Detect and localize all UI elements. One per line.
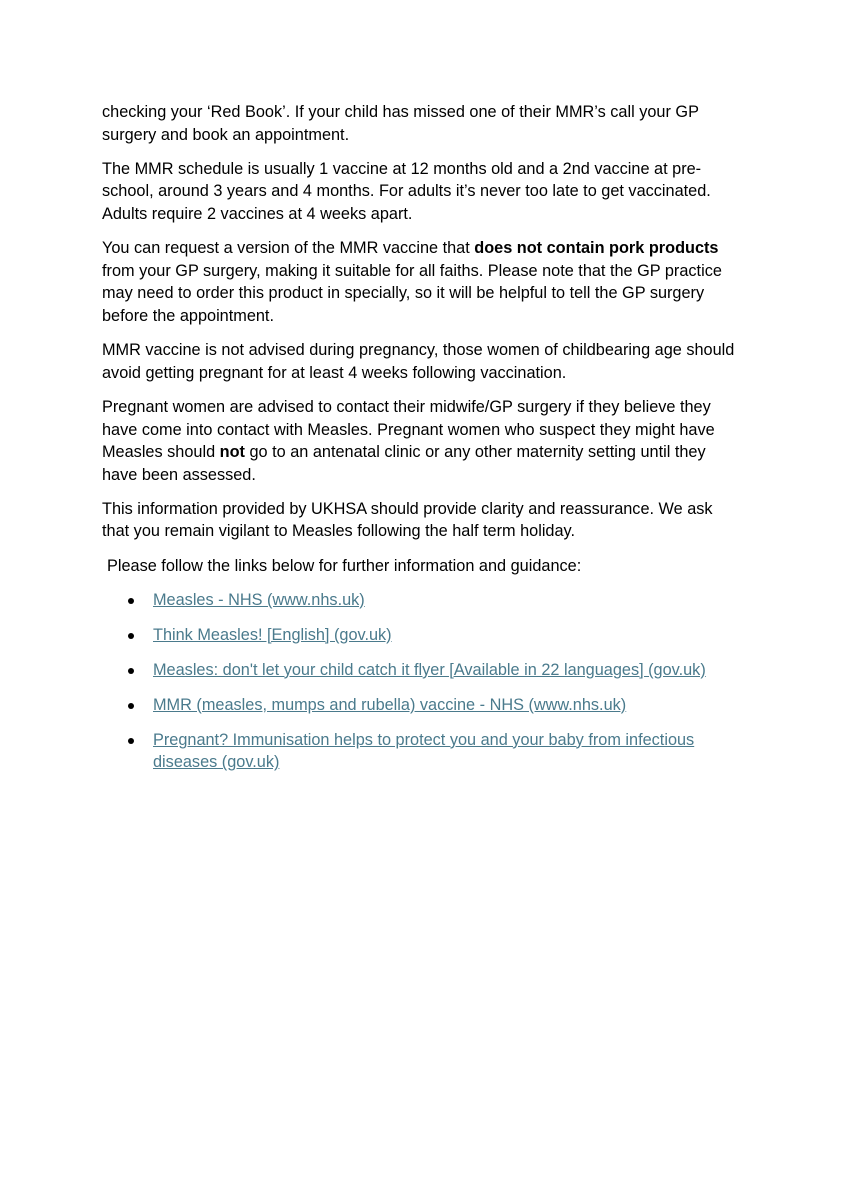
paragraph-links-intro: Please follow the links below for further information and guidance:	[107, 556, 582, 575]
paragraph-mmr-schedule: The MMR schedule is usually 1 vaccine at 12 months old and a 2nd vaccine at pre-school, around 3 years and 4 months. For adults it’s never too late to get vaccinated. Adults require 2 vaccines at 4 weeks apart.	[102, 159, 711, 223]
link-measles-nhs[interactable]: Measles - NHS (www.nhs.uk)	[153, 590, 365, 609]
paragraph-pregnant-contact	[102, 396, 744, 486]
bullet-icon	[128, 598, 134, 604]
paragraph-pork-free-vaccine	[102, 237, 744, 327]
list-item	[102, 624, 744, 647]
links-list	[102, 589, 744, 774]
bullet-icon	[128, 703, 134, 709]
link-measles-flyer[interactable]: Measles: don't let your child catch it flyer [Available in 22 languages] (gov.uk)	[153, 660, 706, 679]
paragraph-text: You can request a version of the MMR vaccine that	[102, 239, 475, 258]
bold-text: does not contain pork products	[474, 239, 719, 258]
paragraph-pregnancy-advice: MMR vaccine is not advised during pregnancy, those women of childbearing age should avoid getting pregnant for at least 4 weeks following vaccination.	[102, 341, 735, 382]
paragraph-ukhsa-info: This information provided by UKHSA should provide clarity and reassurance. We ask that you remain vigilant to Measles following the half term holiday.	[102, 499, 713, 541]
list-item	[102, 589, 744, 612]
paragraph-text: go to an antenatal clinic or any other maternity setting until they have been assessed.	[102, 443, 706, 484]
bullet-icon	[128, 668, 134, 674]
list-item	[102, 729, 744, 774]
paragraph-text: from your GP surgery, making it suitable for all faiths. Please note that the GP practice may need to order this product in specially, so it will be helpful to tell the GP surgery before the appointment.	[102, 261, 722, 325]
list-item	[102, 694, 744, 717]
document-body	[102, 101, 744, 786]
link-pregnant-immunisation[interactable]: Pregnant? Immunisation helps to protect you and your baby from infectious diseases (gov.uk)	[153, 730, 695, 772]
bullet-icon	[128, 738, 134, 744]
bold-text: not	[219, 443, 245, 462]
paragraph-text: Pregnant women are advised to contact their midwife/GP surgery if they believe they have come into contact with Measles. Pregnant women who suspect they might have Measles should	[102, 397, 715, 462]
link-think-measles[interactable]: Think Measles! [English] (gov.uk)	[153, 625, 392, 644]
link-mmr-vaccine-nhs[interactable]: MMR (measles, mumps and rubella) vaccine - NHS (www.nhs.uk)	[153, 695, 627, 714]
bullet-icon	[128, 633, 134, 639]
list-item	[102, 659, 744, 682]
paragraph-red-book: checking your ‘Red Book’. If your child has missed one of their MMR’s call your GP surgery and book an appointment.	[102, 103, 699, 144]
